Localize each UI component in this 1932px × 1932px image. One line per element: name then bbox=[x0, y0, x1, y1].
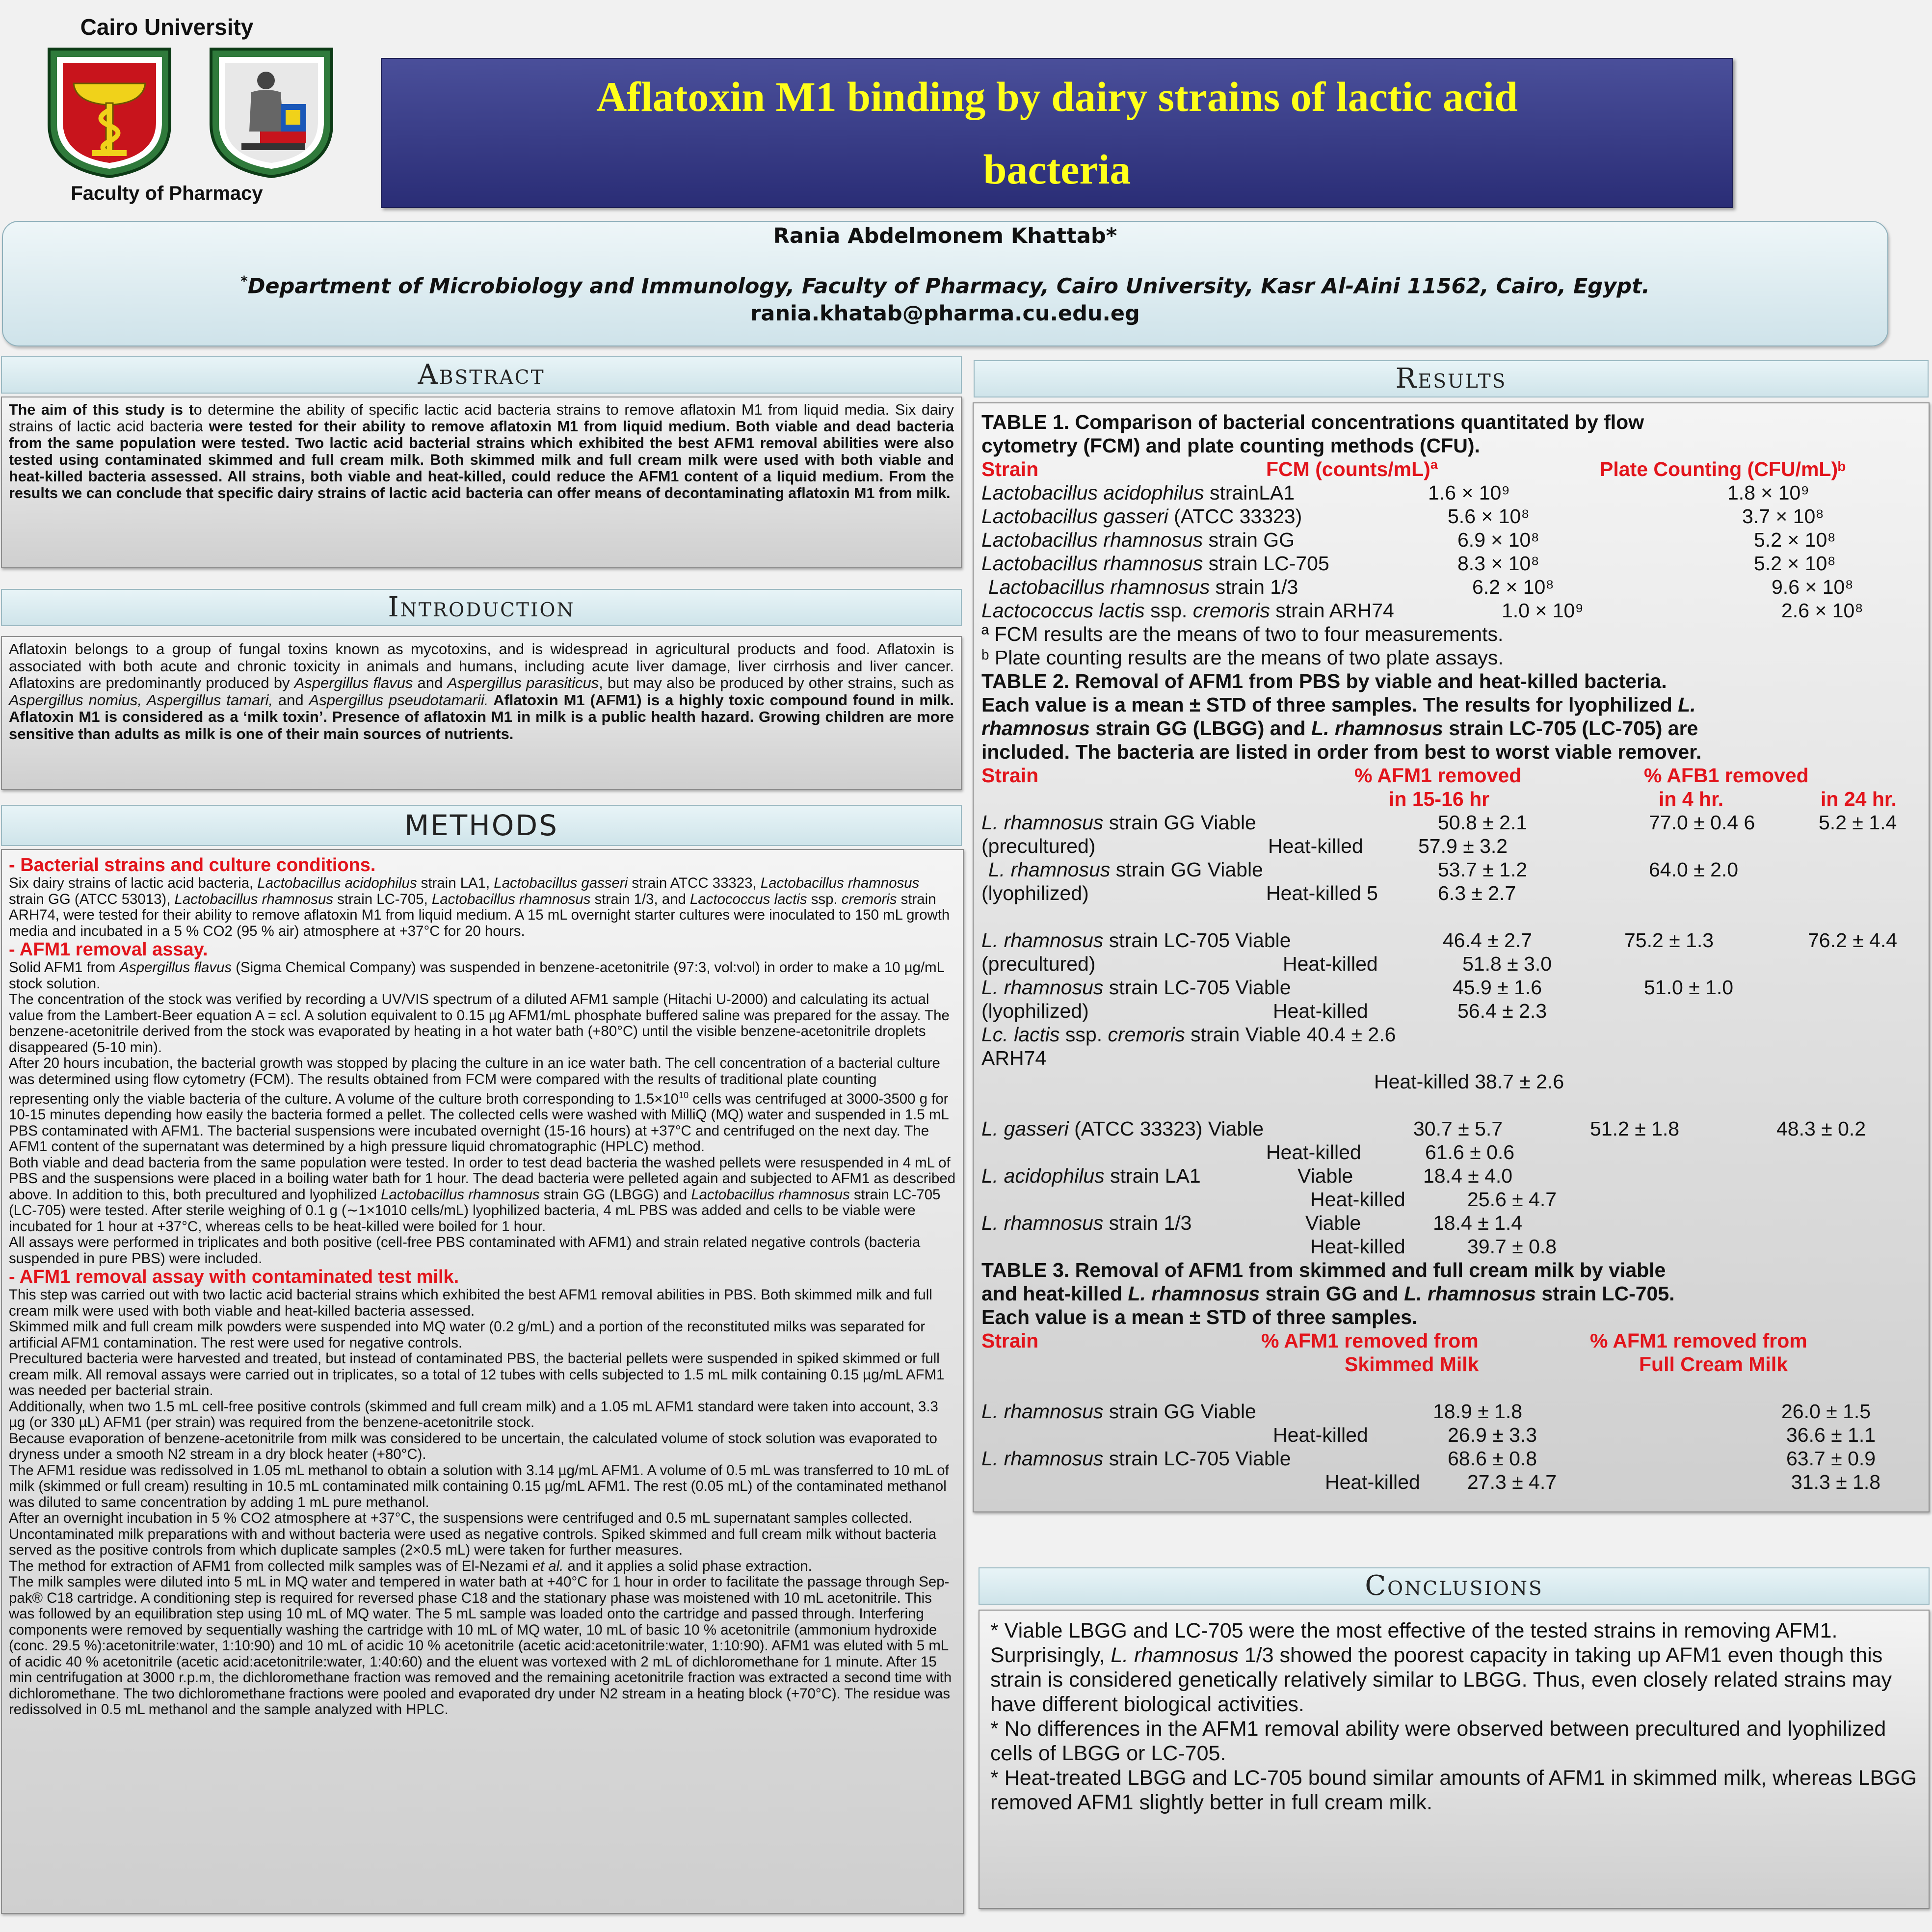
table1-row-strain bbox=[981, 599, 1394, 622]
species-name: Lactobacillus rhamnosus bbox=[691, 1186, 850, 1203]
conclusion-item: * No differences in the AFM1 removal ability were observed between precultured and lyophilized cells of LBGG or LC-705. bbox=[990, 1717, 1886, 1765]
table2-row-label bbox=[981, 1117, 1264, 1140]
species-name: L. rhamnosus bbox=[1128, 1282, 1260, 1305]
table2-heat-killed: Heat-killed bbox=[1266, 1141, 1361, 1164]
strain-suffix: strain LC-705 Viable bbox=[1103, 1447, 1291, 1470]
table2-value: 76.2 ± 4.4 bbox=[1808, 929, 1898, 952]
table3-caption-3: Each value is a mean ± STD of three samples. bbox=[981, 1306, 1418, 1328]
species-name: L. bbox=[1678, 693, 1696, 716]
table3-header-skimmed-sub: Skimmed Milk bbox=[1345, 1353, 1479, 1376]
abstract-text bbox=[9, 401, 954, 502]
table2-row-sublabel: (precultured) bbox=[981, 953, 1096, 975]
table3-header-fullcream-sub: Full Cream Milk bbox=[1639, 1353, 1788, 1376]
species-name: cremoris bbox=[1192, 599, 1270, 622]
table2-heat-killed: Heat-killed bbox=[1273, 1000, 1368, 1022]
methods-text-span: strain GG (LBGG) and bbox=[539, 1186, 691, 1203]
table1-row-strain bbox=[981, 528, 1295, 552]
methods-text-span: strain 1/3, and bbox=[590, 891, 690, 907]
species-name: L. rhamnosus bbox=[981, 929, 1104, 952]
caption-span: and heat-killed bbox=[981, 1282, 1128, 1305]
methods-text-span: strain ARH74, were tested for their ability to remove aflatoxin M1 from liquid medium. A 15 mL overnight starter cultures were inoculated to 150 mL growth media and incubated in a 5 % CO2 (95 % air) atmosphere at +37°C for 20 hours. bbox=[9, 891, 950, 939]
species-name: Lactobacillus rhamnosus bbox=[988, 576, 1210, 598]
methods-text-span: and it applies a solid phase extraction. bbox=[563, 1558, 812, 1574]
table1-header-strain: Strain bbox=[981, 458, 1039, 480]
methods-text bbox=[9, 855, 957, 1718]
species-name: Lactobacillus rhamnosus bbox=[981, 529, 1203, 551]
table3-heat-killed: Heat-killed bbox=[1273, 1424, 1368, 1446]
species-name: L. rhamnosus bbox=[981, 1447, 1104, 1470]
table1-caption-2: cytometry (FCM) and plate counting methods (CFU). bbox=[981, 434, 1480, 457]
table3-row-label bbox=[981, 1400, 1256, 1423]
table3-caption-2 bbox=[981, 1282, 1675, 1305]
intro-species-3: Aspergillus nomius, Aspergillus tamari, bbox=[9, 691, 273, 709]
table2-value: 6.3 ± 2.7 bbox=[1438, 882, 1516, 904]
table1-note-a: ª FCM results are the means of two to four measurements. bbox=[981, 623, 1504, 645]
strain-suffix: strain LA1 bbox=[1104, 1164, 1201, 1187]
methods-subheading-milk: - AFM1 removal assay with contaminated test milk. bbox=[9, 1267, 459, 1288]
table2-heat-killed: Heat-killed bbox=[1283, 953, 1378, 975]
table2-value: 50.8 ± 2.1 bbox=[1438, 811, 1528, 834]
intro-text-2: and bbox=[413, 674, 448, 691]
conclusion-span: 1/3 showed the poorest capacity in taking up AFM1 even though this strain is considered genetically relatively similar to LBGG. Thus, even closely related strains may have different biological activities. bbox=[990, 1643, 1892, 1716]
strain-suffix: strain LC-705 bbox=[1203, 552, 1329, 575]
species-name: Lactobacillus rhamnosus bbox=[431, 891, 591, 907]
table3-row-label bbox=[981, 1447, 1291, 1470]
table3-value: 63.7 ± 0.9 bbox=[1786, 1447, 1876, 1470]
table2-heat-killed: Heat-killed 5 bbox=[1266, 882, 1378, 904]
species-name: L. rhamnosus bbox=[981, 1212, 1104, 1234]
species-name: Lactobacillus rhamnosus bbox=[381, 1186, 540, 1203]
strain-suffix: strain GG bbox=[1203, 529, 1295, 551]
species-name: L. rhamnosus bbox=[1311, 717, 1443, 740]
table3-header-strain: Strain bbox=[981, 1329, 1039, 1352]
methods-text-span: strain GG (ATCC 53013), bbox=[9, 891, 175, 907]
citation-et-al: et al. bbox=[532, 1558, 564, 1574]
table3-value: 26.0 ± 1.5 bbox=[1781, 1400, 1871, 1423]
university-name: Cairo University bbox=[80, 14, 254, 40]
species-name: L. rhamnosus bbox=[981, 811, 1104, 834]
methods-subheading-strains: - Bacterial strains and culture conditions. bbox=[9, 855, 376, 875]
table2-header-afb1-4hr: in 4 hr. bbox=[1659, 788, 1724, 810]
methods-subheading-assay: - AFM1 removal assay. bbox=[9, 939, 208, 960]
methods-paragraph: Precultured bacteria were harvested and treated, but instead of contaminated PBS, the bacterial pellets were suspended in spiked skimmed or full cream milk. All removal assays were carried out in triplicates, so a total of 12 tubes with cells subjected to 1.5 mL milk containing 0.15 µg/mL AFM1 was needed per bacterial strain. bbox=[9, 1350, 945, 1399]
table2-header-afm1-sub: in 15-16 hr bbox=[1389, 788, 1490, 810]
table2-value: 53.7 ± 1.2 bbox=[1438, 858, 1528, 881]
species-name: Lactobacillus rhamnosus bbox=[760, 875, 920, 891]
affiliation-text: Department of Microbiology and Immunology, Faculty of Pharmacy, Cairo University, Kasr Al-Aini 11562, Cairo, Egypt. bbox=[247, 274, 1650, 299]
table3-value: 36.6 ± 1.1 bbox=[1786, 1424, 1876, 1446]
intro-species-1: Aspergillus flavus bbox=[294, 674, 413, 691]
species-name: Lactobacillus rhamnosus bbox=[981, 552, 1203, 575]
abstract-heading: Abstract bbox=[1, 356, 962, 394]
table2-value: 75.2 ± 1.3 bbox=[1624, 929, 1714, 952]
introduction-text bbox=[9, 641, 954, 742]
methods-text-span: Six dairy strains of lactic acid bacteria, bbox=[9, 875, 258, 891]
methods-paragraph bbox=[9, 960, 957, 992]
table1-caption-1: TABLE 1. Comparison of bacterial concentrations quantitated by flow bbox=[981, 411, 1644, 433]
affiliation-mark: * bbox=[240, 273, 248, 289]
table3-value: 18.9 ± 1.8 bbox=[1433, 1400, 1523, 1423]
strain-suffix: strain ARH74 bbox=[1270, 599, 1394, 622]
methods-paragraph: After an overnight incubation in 5 % CO2 atmosphere at +37°C, the suspensions were centrifuged and 0.5 mL supernatant samples collected. Uncontaminated milk preparations with and without bacteria were used as negative controls. Spiked skimmed and full cream milk without bacteria served as the positive controls from which duplicate samples (2×0.5 mL) were taken for further measures. bbox=[9, 1510, 937, 1559]
abstract-part-2: were tested for their ability to remove aflatoxin M1 from liquid medium. Both viable and dead bacteria from the same population were tested. Two lactic acid bacterial strains which exhibited the best AFM1 removal abilities were also tested using contaminated skimmed and full cream milk. Both skimmed milk and full cream milk were used with both viable and heat-killed bacteria assessed. All strains, both viable and heat-killed, could reduce the AFM1 content of a liquid medium. From the results we can conclude that specific dairy strains of lactic acid bacteria can offer means of decontaminating aflatoxin M1 from milk. bbox=[9, 418, 954, 502]
conclusion-span: * Viable LBGG and LC-705 were the most effective of the tested strains in removing AFM1. Surprisingly, bbox=[990, 1619, 1838, 1667]
table2-value: 56.4 ± 2.3 bbox=[1457, 1000, 1547, 1022]
table2-value: 51.2 ± 1.8 bbox=[1590, 1117, 1680, 1140]
table2-heat-killed: Heat-killed bbox=[1268, 835, 1363, 857]
superscript: 10 bbox=[679, 1090, 689, 1100]
table3-header-fullcream: % AFM1 removed from bbox=[1590, 1329, 1807, 1352]
species-name: L. acidophilus bbox=[981, 1164, 1105, 1187]
strain-suffix: ssp. bbox=[1059, 1023, 1108, 1046]
table1-row-fcm: 1.6 × 10⁹ bbox=[1428, 481, 1510, 504]
strain-suffix: strain 1/3 bbox=[1210, 576, 1298, 598]
abstract-body bbox=[1, 397, 962, 568]
species-name: cremoris bbox=[841, 891, 897, 907]
table1-row-fcm: 1.0 × 10⁹ bbox=[1502, 599, 1584, 622]
table2-heat-killed: Heat-killed bbox=[1310, 1188, 1405, 1211]
table2-row-sublabel: ARH74 bbox=[981, 1047, 1047, 1069]
table3-value: 31.3 ± 1.8 bbox=[1791, 1471, 1881, 1493]
table2-caption-4: included. The bacteria are listed in order from best to worst viable remover. bbox=[981, 741, 1702, 763]
table2-viable: Viable bbox=[1305, 1212, 1361, 1234]
table1-note-b: ᵇ Plate counting results are the means of two plate assays. bbox=[981, 646, 1504, 669]
strain-suffix: strain GG Viable bbox=[1103, 811, 1256, 834]
table2-value: 30.7 ± 5.7 bbox=[1413, 1117, 1503, 1140]
species-name: rhamnosus bbox=[981, 717, 1090, 740]
table1-row-fcm: 8.3 × 10⁸ bbox=[1457, 552, 1539, 575]
table2-value: 45.9 ± 1.6 bbox=[1453, 976, 1542, 999]
strain-suffix: strain GG Viable bbox=[1110, 858, 1263, 881]
caption-span: strain LC-705 (LC-705) are bbox=[1443, 717, 1698, 740]
conclusions-text bbox=[990, 1618, 1919, 1815]
table2-row-label bbox=[981, 1211, 1191, 1235]
methods-text-span: strain LC-705 (LC-705) were tested. After sterile weighing of 0.1 g (∼1×1010 cells/mL) lyophilized bacteria, 4 mL PBS was added and cells to be viable were incubated for 1 hour at +37°C, whereas cells to be heat-killed were boiled for 1 hour. bbox=[9, 1186, 941, 1235]
table3-value: 26.9 ± 3.3 bbox=[1448, 1424, 1537, 1446]
table2-value: 25.6 ± 4.7 bbox=[1467, 1188, 1557, 1211]
strain-suffix: strain LC-705 Viable bbox=[1103, 929, 1291, 952]
table2-value: 57.9 ± 3.2 bbox=[1418, 835, 1508, 857]
methods-text-span: (Sigma Chemical Company) was suspended in benzene-acetonitrile (97:3, vol:vol) in order to make a 10 µg/mL stock solution. bbox=[9, 959, 944, 992]
table3-value: 27.3 ± 4.7 bbox=[1467, 1471, 1557, 1493]
introduction-body bbox=[1, 636, 962, 790]
methods-paragraph: The milk samples were diluted into 5 mL in MQ water and tempered in water bath at +40°C for 1 hour in order to facilitate the passage through Sep-pak® C18 cartridge. A conditioning step is required for reversed phase C18 and the stationary phase was moistened with 10 mL acetonitrile. This was followed by an equilibration step using 10 mL of MQ water. The 5 mL sample was loaded onto the cartridge and passed through. Interfering components were removed by sequentially washing the cartridge with 10 mL of MQ water, 10 mL of basic 10 % acetonitrile (ammonium hydroxide (conc. 29.5 %):acetonitrile:water, 1:10:90) and 10 mL of acidic 10 % acetonitrile (acetic acid:acetonitrile:water, 1:10:90). AFM1 was eluted with 5 mL of acidic 40 % acetonitrile (acetic acid:acetonitrile:water, 1:40:60) and the eluent was vortexed with 2 mL of dichloromethane for 1 minute. After 15 min centrifugation at 3000 r.p.m, the dichloromethane fraction was removed and the remaining acetonitrile fraction was extracted a second time with dichloromethane. The two dichloromethane fractions were pooled and evaporated dry under N2 stream in a heating block (+70°C). The residue was redissolved in 0.5 mL methanol and the sample analyzed with HPLC. bbox=[9, 1574, 952, 1718]
poster-title bbox=[419, 60, 1695, 206]
table2-value: 51.0 ± 1.0 bbox=[1644, 976, 1734, 999]
caption-span: Each value is a mean ± STD of three samples. The results for lyophilized bbox=[981, 693, 1678, 716]
author-name: Rania Abdelmonem Khattab* bbox=[773, 224, 1117, 248]
methods-text-span: cells was centrifuged at 3000-3500 g for 10-15 minutes depending how easily the bacteria formed a pellet. The collected cells were washed with MilliQ (MQ) water and suspended in 1.5 mL PBS contaminated with AFM1. The bacterial suspensions were incubated overnight (15-16 hours) at +37°C and centrifuged on the next day. The AFM1 content of the supernatant was determined by a high pressure liquid chromatographic (HPLC) method. bbox=[9, 1090, 949, 1155]
methods-paragraph: The concentration of the stock was verified by recording a UV/VIS spectrum of a diluted AFM1 sample (Hitachi U-2000) and calculating its actual value from the Lambert-Beer equation A = εcl. A solution equivalent to 0.15 µg AFM1/mL phosphate buffered saline was prepared for the assay. The benzene-acetonitrile derived from the stock was evaporated by heating in a hot water bath (+80°C) until the visible benzene-acetonitrile droplets disappeared (5-10 min). bbox=[9, 991, 950, 1056]
table2-value: 39.7 ± 0.8 bbox=[1467, 1235, 1557, 1258]
strain-suffix: strain 1/3 bbox=[1103, 1212, 1192, 1234]
table1-row-cfu: 3.7 × 10⁸ bbox=[1742, 505, 1824, 528]
intro-species-2: Aspergillus parasiticus bbox=[447, 674, 599, 691]
methods-text-span: ssp. bbox=[807, 891, 842, 907]
intro-text-5: Aflatoxin M1 (AFM1) is a highly toxic compound found in milk. Aflatoxin M1 is considered as a ‘milk toxin’. Presence of aflatoxin M1 in milk is a public health hazard. Growing children are more sensitive than adults as milk is one of their main sources of nutrients. bbox=[9, 691, 954, 742]
strain-suffix: strainLA1 bbox=[1204, 481, 1295, 504]
table3-heat-killed: Heat-killed bbox=[1325, 1471, 1420, 1493]
pharmacy-logo bbox=[45, 45, 174, 179]
table2-value: 61.6 ± 0.6 bbox=[1425, 1141, 1515, 1164]
author-banner bbox=[2, 221, 1888, 346]
methods-text-span: The method for extraction of AFM1 from collected milk samples was of El-Nezami bbox=[9, 1558, 532, 1574]
table2-value: 5.2 ± 1.4 bbox=[1819, 811, 1897, 834]
table2-header-strain: Strain bbox=[981, 764, 1039, 787]
methods-paragraph bbox=[9, 1056, 957, 1155]
intro-text-3: , but may also be produced by other strains, such as bbox=[599, 674, 954, 691]
methods-text-span: Both viable and dead bacteria from the same population were tested. In order to test dead bacteria the washed pellets were resuspended in 4 mL of PBS and the suspensions were placed in a boiling water bath for 1 hour. The dead bacteria were pelleted again and subjected to AFM1 as described above. In addition to this, both precultured and lyophilized bbox=[9, 1154, 956, 1203]
species-name: Lactobacillus gasseri bbox=[981, 505, 1168, 528]
poster-title-banner bbox=[381, 58, 1733, 208]
methods-text-span: After 20 hours incubation, the bacterial growth was stopped by placing the culture in an ice water bath. The cell concentration of a bacterial culture was determined using flow cytometry (FCM). The results obtained from FCM were compared with the results of traditional plate counting representing only the viable bacteria of the culture. A volume of the culture broth corresponding to 1.5×10 bbox=[9, 1055, 940, 1107]
abstract-part-1: o determine the ability of specific lactic acid bacteria strains to remove aflatoxin M1 from liquid media. Six dairy strains of lactic acid bacteria bbox=[9, 401, 954, 435]
results-heading: Results bbox=[974, 360, 1929, 397]
strain-suffix: strain GG Viable bbox=[1103, 1400, 1256, 1423]
methods-text-span: strain LC-705, bbox=[333, 891, 432, 907]
table1-row-strain bbox=[981, 481, 1295, 504]
methods-paragraph: The AFM1 residue was redissolved in 1.05 mL methanol to obtain a solution with 3.14 µg/mL AFM1. A volume of 0.5 mL was transferred to 10 mL of milk (skimmed or full cream) resulting in 10.5 mL contaminated milk containing 0.15 µg/mL AFM1. The rest (0.05 mL) of the contaminated methanol was diluted to same concentration by adding 1 mL pure methanol. bbox=[9, 1462, 949, 1510]
strain-suffix: ssp. bbox=[1144, 599, 1193, 622]
abstract-lead: The aim of this study is t bbox=[9, 401, 194, 418]
species-name: Lactobacillus acidophilus bbox=[981, 481, 1204, 504]
table2-value: 18.4 ± 4.0 bbox=[1423, 1164, 1513, 1187]
table2-row-label bbox=[981, 811, 1256, 834]
table2-row-sublabel: (lyophilized) bbox=[981, 1000, 1089, 1022]
conclusion-item: * Heat-treated LBGG and LC-705 bound similar amounts of AFM1 in skimmed milk, whereas LBGG removed AFM1 slightly better in full cream milk. bbox=[990, 1766, 1917, 1814]
table1-row-cfu: 5.2 × 10⁸ bbox=[1754, 529, 1836, 551]
table2-value: 18.4 ± 1.4 bbox=[1433, 1212, 1523, 1234]
cairo-university-logo bbox=[207, 45, 336, 179]
table2-viable: Viable bbox=[1297, 1164, 1353, 1187]
table2-row-sublabel: (lyophilized) bbox=[981, 882, 1089, 904]
strain-suffix: (ATCC 33323) bbox=[1168, 505, 1302, 528]
table2-row-label bbox=[981, 976, 1291, 999]
methods-paragraph: Additionally, when two 1.5 mL cell-free positive controls (skimmed and full cream milk) and a 1.05 mL AFM1 standard were taken into account, 3.3 µg (or 330 µL) AFM1 (per strain) was required from the benzene-acetonitrile stock. bbox=[9, 1398, 938, 1431]
methods-paragraph bbox=[9, 875, 957, 939]
species-name: L. rhamnosus bbox=[1404, 1282, 1536, 1305]
table2-header-afb1-24hr: in 24 hr. bbox=[1821, 788, 1897, 810]
species-name: L. rhamnosus bbox=[981, 1400, 1104, 1423]
species-name: Lactobacillus acidophilus bbox=[257, 875, 417, 891]
affiliation bbox=[3, 273, 1887, 298]
table3-header-skimmed: % AFM1 removed from bbox=[1261, 1329, 1479, 1352]
table2-row-label bbox=[981, 928, 1291, 952]
faculty-name: Faculty of Pharmacy bbox=[71, 183, 263, 204]
table1-row-cfu: 5.2 × 10⁸ bbox=[1754, 552, 1836, 575]
caption-span: strain GG and bbox=[1260, 1282, 1404, 1305]
intro-species-4: Aspergillus pseudotamarii. bbox=[309, 691, 489, 709]
intro-text-1: Aflatoxin belongs to a group of fungal toxins known as mycotoxins, and is widespread in agricultural products and food. Aflatoxin is associated with both acute and chronic toxicity in animals and humans, including acute liver damage, liver cirrhosis and liver cancer. Aflatoxins are predominantly produced by bbox=[9, 640, 954, 691]
author-email: rania.khatab@pharma.cu.edu.eg bbox=[750, 301, 1140, 326]
table2-row-label bbox=[981, 1164, 1201, 1188]
methods-text-span: strain LA1, bbox=[417, 875, 494, 891]
methods-body bbox=[1, 849, 964, 1914]
table1-row-cfu: 1.8 × 10⁹ bbox=[1727, 481, 1809, 504]
methods-paragraph: Skimmed milk and full cream milk powders were suspended into MQ water (0.2 g/mL) and a portion of the reconstituted milks was separated for artificial AFM1 contamination. The rest were used for negative controls. bbox=[9, 1319, 926, 1351]
species-name: Lactococcus lactis bbox=[981, 599, 1145, 622]
table2-heat-killed: Heat-killed 38.7 ± 2.6 bbox=[1374, 1070, 1564, 1093]
species-name: Lc. lactis bbox=[981, 1023, 1060, 1046]
table1-header-fcm: FCM (counts/mL)ª bbox=[1266, 458, 1438, 480]
table1-row-fcm: 6.2 × 10⁸ bbox=[1472, 576, 1554, 598]
table1-row-strain bbox=[988, 575, 1298, 599]
table2-row-label bbox=[981, 1023, 1396, 1046]
species-name: Lactococcus lactis bbox=[690, 891, 807, 907]
strain-suffix: strain LC-705 Viable bbox=[1103, 976, 1291, 999]
intro-text-4: and bbox=[273, 691, 309, 709]
table2-caption-1: TABLE 2. Removal of AFM1 from PBS by viable and heat-killed bacteria. bbox=[981, 670, 1667, 692]
conclusions-body bbox=[979, 1610, 1930, 1909]
species-name: cremoris bbox=[1108, 1023, 1185, 1046]
table2-value: 48.3 ± 0.2 bbox=[1776, 1117, 1866, 1140]
species-name: L. rhamnosus bbox=[981, 976, 1104, 999]
table2-header-afm1: % AFM1 removed bbox=[1354, 764, 1522, 787]
species-name: Lactobacillus rhamnosus bbox=[174, 891, 334, 907]
table2-value: 77.0 ± 0.4 6 bbox=[1649, 811, 1755, 834]
methods-paragraph bbox=[9, 1155, 957, 1235]
methods-paragraph: This step was carried out with two lactic acid bacterial strains which exhibited the best AFM1 removal abilities in PBS. Both skimmed milk and full cream milk were used with both viable and heat-killed bacteria assessed. bbox=[9, 1287, 932, 1319]
table1-row-cfu: 9.6 × 10⁸ bbox=[1772, 576, 1853, 598]
caption-span: strain LC-705. bbox=[1536, 1282, 1675, 1305]
table2-value: 51.8 ± 3.0 bbox=[1462, 953, 1552, 975]
title-line-2: bacteria bbox=[983, 146, 1131, 193]
table2-header-afb1: % AFB1 removed bbox=[1644, 764, 1809, 787]
species-name: L. rhamnosus bbox=[988, 858, 1111, 881]
table1-row-fcm: 5.6 × 10⁸ bbox=[1448, 505, 1530, 528]
methods-text-span: Solid AFM1 from bbox=[9, 959, 120, 976]
methods-paragraph: Because evaporation of benzene-acetonitrile from milk was considered to be uncertain, the calculated volume of stock solution was evaporated to dryness under a smooth N2 stream in a dry block heater (+80°C). bbox=[9, 1430, 937, 1463]
species-name: L. rhamnosus bbox=[1111, 1643, 1239, 1667]
table1-row-fcm: 6.9 × 10⁸ bbox=[1457, 529, 1539, 551]
methods-heading: METHODS bbox=[1, 805, 962, 846]
table1-row-cfu: 2.6 × 10⁸ bbox=[1781, 599, 1863, 622]
introduction-heading: Introduction bbox=[1, 589, 962, 626]
table2-value: 46.4 ± 2.7 bbox=[1443, 929, 1533, 952]
caption-span: strain GG (LBGG) and bbox=[1090, 717, 1312, 740]
table2-row-sublabel: (precultured) bbox=[981, 835, 1096, 857]
conclusion-item bbox=[990, 1618, 1919, 1717]
table3-caption-1: TABLE 3. Removal of AFM1 from skimmed and full cream milk by viable bbox=[981, 1259, 1666, 1281]
table2-caption-2 bbox=[981, 693, 1696, 716]
species-name: Lactobacillus gasseri bbox=[494, 875, 628, 891]
methods-paragraph bbox=[9, 1559, 957, 1575]
table1-row-strain bbox=[981, 504, 1302, 528]
species-name: Aspergillus flavus bbox=[119, 959, 232, 976]
table2-caption-3 bbox=[981, 716, 1698, 740]
species-name: L. gasseri bbox=[981, 1117, 1069, 1140]
results-body bbox=[973, 402, 1930, 1512]
table1-header-cfu: Plate Counting (CFU/mL)ᵇ bbox=[1600, 458, 1846, 480]
methods-paragraph: All assays were performed in triplicates and both positive (cell-free PBS contaminated with AFM1) and strain related negative controls (bacteria suspended in pure PBS) were included. bbox=[9, 1234, 921, 1267]
strain-suffix: (ATCC 33323) Viable bbox=[1068, 1117, 1264, 1140]
table2-heat-killed: Heat-killed bbox=[1310, 1235, 1405, 1258]
table1-row-strain bbox=[981, 552, 1329, 575]
table3-value: 68.6 ± 0.8 bbox=[1448, 1447, 1537, 1470]
table2-row-label bbox=[988, 858, 1263, 881]
conclusions-heading: Conclusions bbox=[979, 1567, 1930, 1605]
strain-suffix: strain Viable 40.4 ± 2.6 bbox=[1185, 1023, 1396, 1046]
methods-text-span: strain ATCC 33323, bbox=[628, 875, 761, 891]
title-line-1: Aflatoxin M1 binding by dairy strains of lactic acid bbox=[596, 73, 1518, 120]
table2-value: 64.0 ± 2.0 bbox=[1649, 858, 1739, 881]
